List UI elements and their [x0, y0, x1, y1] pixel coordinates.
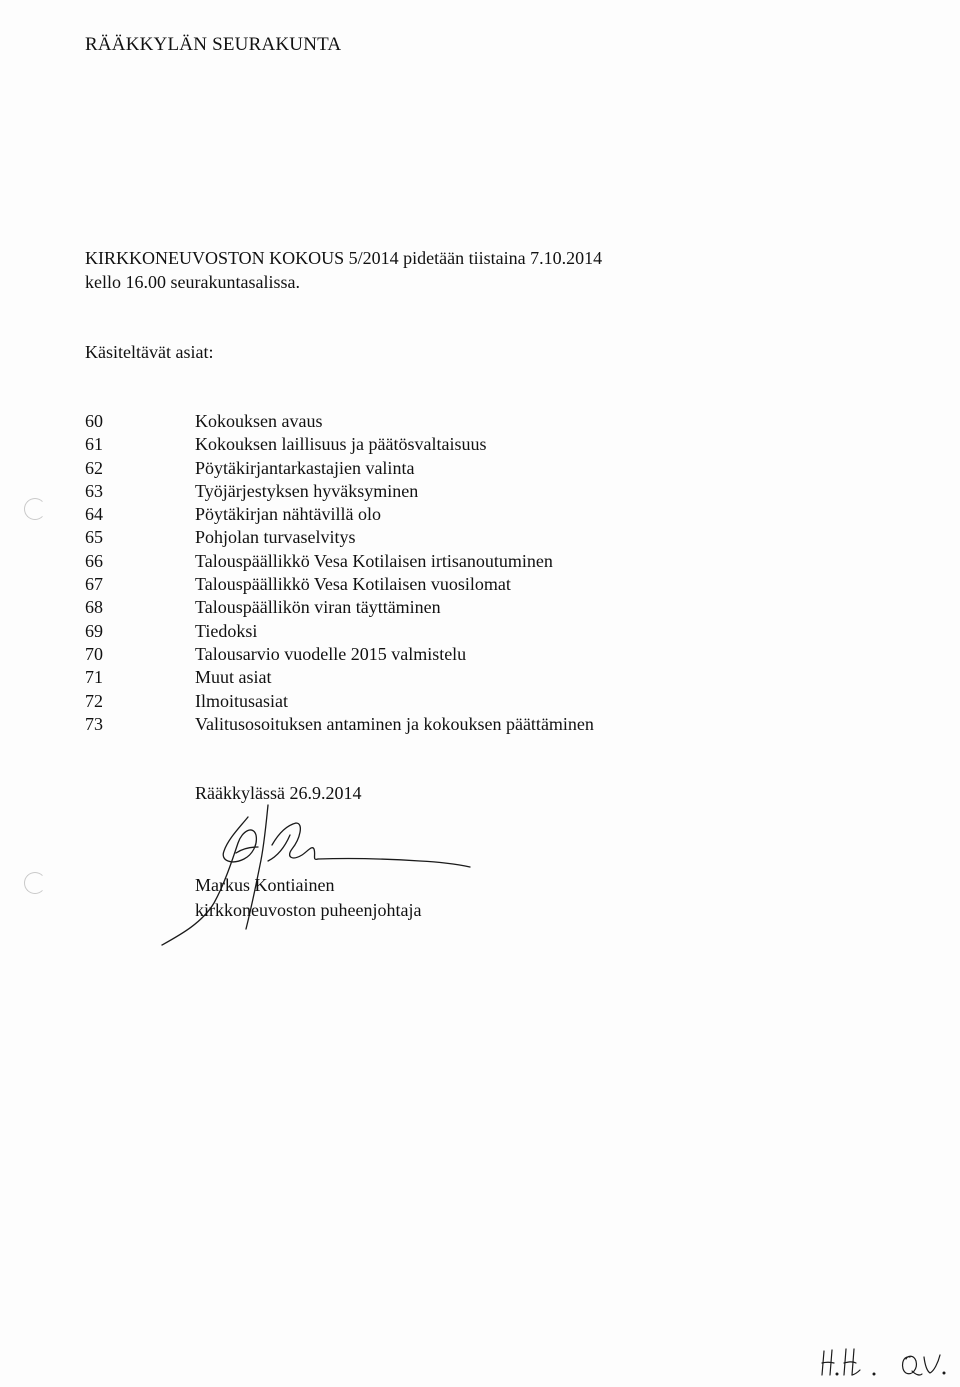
agenda-item	[85, 457, 725, 480]
agenda-item-number: 64	[85, 504, 103, 525]
agenda-item-title: Pohjolan turvaselvitys	[195, 527, 356, 548]
punch-hole-mark-icon	[24, 872, 46, 894]
agenda-item-number: 65	[85, 527, 103, 548]
agenda-item-title: Ilmoitusasiat	[195, 690, 288, 711]
agenda-item-title: Pöytäkirjan nähtävillä olo	[195, 504, 381, 525]
agenda-item	[85, 596, 725, 619]
agenda-item	[85, 410, 725, 433]
agenda-list	[85, 410, 725, 736]
agenda-item-number: 72	[85, 690, 103, 711]
agenda-item	[85, 713, 725, 736]
agenda-item-title: Kokouksen laillisuus ja päätösvaltaisuus	[195, 434, 487, 455]
agenda-item	[85, 550, 725, 573]
agenda-item	[85, 666, 725, 689]
agenda-item-title: Tiedoksi	[195, 620, 258, 641]
signer-block	[195, 873, 421, 923]
agenda-item-number: 67	[85, 574, 103, 595]
meeting-notice	[85, 246, 602, 294]
signer-title: kirkkoneuvoston puheenjohtaja	[195, 900, 422, 920]
agenda-item-number: 71	[85, 667, 103, 688]
meeting-line-1: KIRKKONEUVOSTON KOKOUS 5/2014 pidetään tiistaina 7.10.2014	[85, 248, 603, 268]
agenda-item-title: Talousarvio vuodelle 2015 valmistelu	[195, 643, 467, 664]
meeting-line-2: kello 16.00 seurakuntasalissa.	[85, 272, 300, 292]
signer-name: Markus Kontiainen	[195, 875, 335, 895]
agenda-item-number: 73	[85, 713, 103, 734]
agenda-item-title: Kokouksen avaus	[195, 411, 323, 431]
agenda-item-number: 60	[85, 411, 103, 431]
agenda-item-number: 62	[85, 457, 103, 478]
agenda-item	[85, 643, 725, 666]
punch-hole-mark-icon	[24, 498, 46, 520]
agenda-item	[85, 620, 725, 643]
agenda-item-number: 61	[85, 434, 103, 455]
agenda-item	[85, 433, 725, 456]
agenda-item-number: 66	[85, 550, 103, 571]
agenda-item-title: Työjärjestyksen hyväksyminen	[195, 480, 419, 501]
agenda-item	[85, 573, 725, 596]
agenda-item-title: Talouspäällikkö Vesa Kotilaisen irtisanoutuminen	[195, 550, 553, 571]
agenda-item-title: Talouspäällikkö Vesa Kotilaisen vuosilomat	[195, 574, 511, 595]
organization-heading: RÄÄKKYLÄN SEURAKUNTA	[85, 34, 342, 55]
agenda-item	[85, 526, 725, 549]
agenda-item	[85, 503, 725, 526]
agenda-item-number: 68	[85, 597, 103, 618]
handwritten-initials	[818, 1345, 948, 1381]
agenda-item-title: Talouspäällikön viran täyttäminen	[195, 597, 441, 618]
agenda-item-number: 69	[85, 620, 103, 641]
agenda-item-title: Muut asiat	[195, 667, 272, 688]
agenda-item-title: Pöytäkirjantarkastajien valinta	[195, 457, 415, 478]
agenda-item-number: 63	[85, 480, 103, 501]
agenda-item	[85, 480, 725, 503]
agenda-item-number: 70	[85, 643, 103, 664]
agenda-item-title: Valitusosoituksen antaminen ja kokouksen päättäminen	[195, 713, 594, 734]
agenda-item	[85, 690, 725, 713]
agenda-heading: Käsiteltävät asiat:	[85, 342, 214, 362]
place-and-date: Rääkkylässä 26.9.2014	[195, 783, 362, 803]
